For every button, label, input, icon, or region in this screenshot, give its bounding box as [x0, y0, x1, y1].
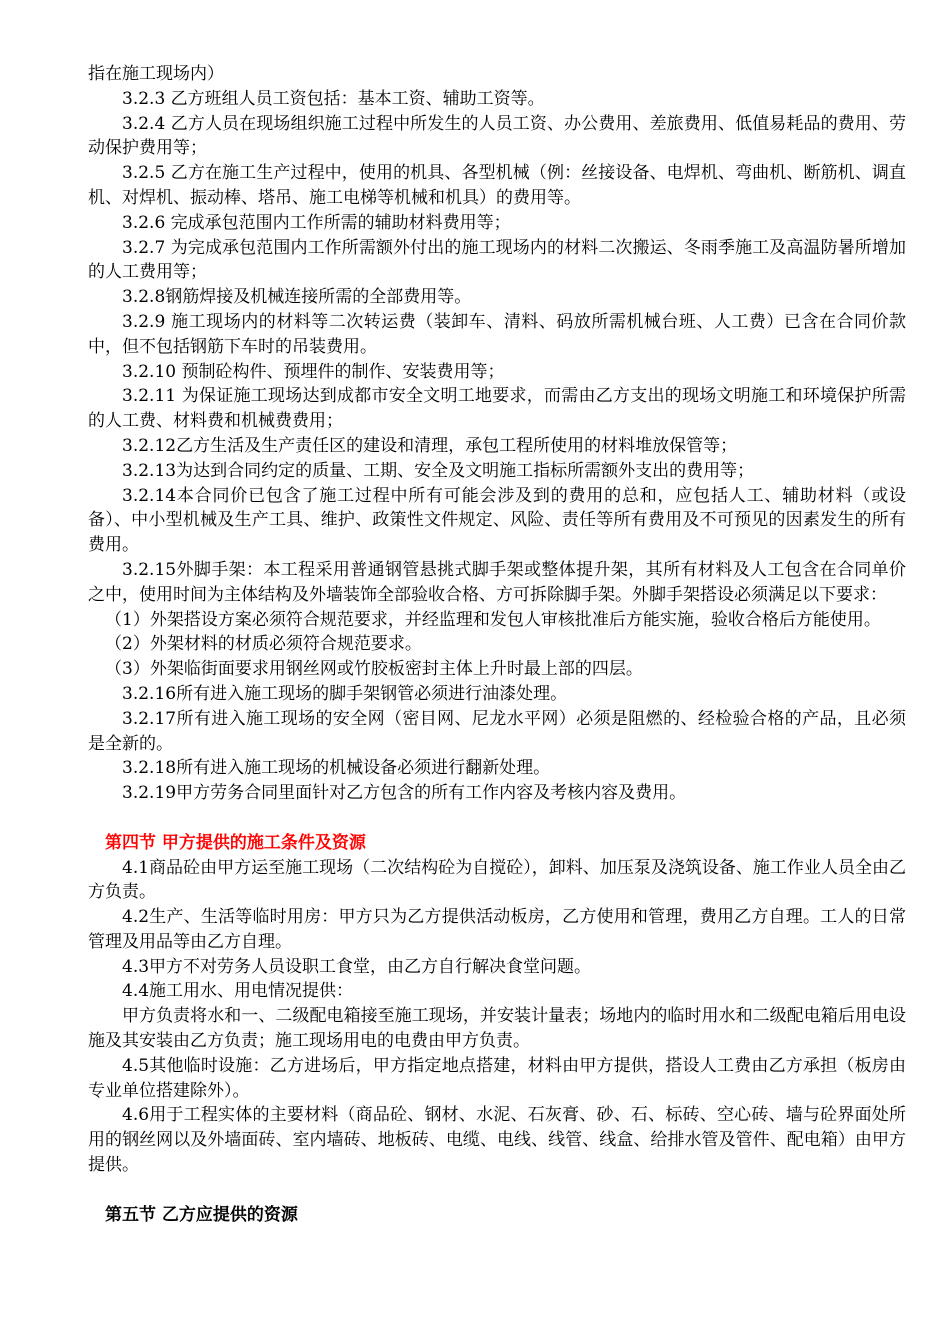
- section-5-heading: 第五节 乙方应提供的资源: [105, 1204, 298, 1225]
- clause-3-2-3: 3.2.3 乙方班组人员工资包括：基本工资、辅助工资等。: [122, 88, 545, 109]
- clause-3-2-14: 3.2.14本合同价已包含了施工过程中所有可能会涉及到的费用的总和，应包括人工、辅助材料（或设备）、中小型机械及生产工具、维护、政策性文件规定、风险、责任等所有费用及不可预见的因素发生的所有费用。: [88, 485, 906, 556]
- clause-3-2-10: 3.2.10 预制砼构件、预埋件的制作、安装费用等；: [122, 361, 505, 382]
- section-4-heading: 第四节 甲方提供的施工条件及资源: [105, 832, 366, 853]
- clause-3-2-4: 3.2.4 乙方人员在现场组织施工过程中所发生的人员工资、办公费用、差旅费用、低值易耗品的费用、劳动保护费用等；: [88, 113, 906, 159]
- clause-3-2-15-item-1: （1）外架搭设方案必须符合规范要求，并经监理和发包人审核批准后方能实施，验收合格后方能使用。: [105, 609, 881, 630]
- paragraph-continuation: 指在施工现场内）: [88, 64, 224, 84]
- clause-3-2-16: 3.2.16所有进入施工现场的脚手架钢管必须进行油漆处理。: [122, 683, 568, 704]
- clause-3-2-15-item-3: （3）外架临街面要求用钢丝网或竹胶板密封主体上升时最上部的四层。: [105, 659, 643, 680]
- document-page: [88, 62, 906, 1227]
- clause-3-2-15: 3.2.15外脚手架：本工程采用普通钢管悬挑式脚手架或整体提升架，其所有材料及人工包含在合同单价之中，使用时间为主体结构及外墙装饰全部验收合格、方可拆除脚手架。外脚手架搭设必须满足以下要求：: [88, 559, 906, 605]
- clause-3-2-19: 3.2.19甲方劳务合同里面针对乙方包含的所有工作内容及考核内容及费用。: [122, 783, 687, 804]
- clause-3-2-7: 3.2.7 为完成承包范围内工作所需额外付出的施工现场内的材料二次搬运、冬雨季施工及高温防暑所增加的人工费用等；: [88, 237, 906, 283]
- clause-3-2-12: 3.2.12乙方生活及生产责任区的建设和清理，承包工程所使用的材料堆放保管等；: [122, 435, 738, 456]
- clause-4-3: 4.3甲方不对劳务人员设职工食堂，由乙方自行解决食堂问题。: [122, 956, 592, 977]
- clause-3-2-17: 3.2.17所有进入施工现场的安全网（密目网、尼龙水平网）必须是阻燃的、经检验合格的产品，且必须是全新的。: [88, 708, 906, 754]
- clause-3-2-18: 3.2.18所有进入施工现场的机械设备必须进行翻新处理。: [122, 758, 551, 779]
- clause-4-2: 4.2生产、生活等临时用房：甲方只为乙方提供活动板房，乙方使用和管理，费用乙方自理。工人的日常管理及用品等由乙方自理。: [88, 907, 906, 952]
- clause-3-2-5: 3.2.5 乙方在施工生产过程中，使用的机具、各型机械（例：丝接设备、电焊机、弯曲机、断筋机、调直机、对焊机、振动棒、塔吊、施工电梯等机械和机具）的费用等。: [88, 163, 906, 208]
- spacer: [88, 806, 906, 831]
- clause-3-2-9: 3.2.9 施工现场内的材料等二次转运费（装卸车、清料、码放所需机械台班、人工费）已含在合同价款中，但不包括钢筋下车时的吊装费用。: [88, 311, 906, 357]
- clause-4-4: 4.4施工用水、用电情况提供：: [122, 981, 354, 1002]
- clause-3-2-15-item-2: （2）外架材料的材质必须符合规范要求。: [105, 634, 422, 655]
- clause-3-2-11: 3.2.11 为保证施工现场达到成都市安全文明工地要求，而需由乙方支出的现场文明施工和环境保护所需的人工费、材料费和机械费费用；: [88, 386, 906, 432]
- clause-3-2-13: 3.2.13为达到合同约定的质量、工期、安全及文明施工指标所需额外支出的费用等；: [122, 460, 755, 481]
- spacer: [88, 1178, 906, 1203]
- clause-3-2-8: 3.2.8钢筋焊接及机械连接所需的全部费用等。: [122, 287, 472, 308]
- clause-4-4-detail: 甲方负责将水和一、二级配电箱接至施工现场，并安装计量表；场地内的临时用水和二级配电箱后用电设施及其安装由乙方负责；施工现场用电的电费由甲方负责。: [88, 1006, 906, 1052]
- clause-4-5: 4.5其他临时设施：乙方进场后，甲方指定地点搭建，材料由甲方提供，搭设人工费由乙方承担（板房由专业单位搭建除外）。: [88, 1055, 906, 1101]
- clause-4-1: 4.1商品砼由甲方运至施工现场（二次结构砼为自搅砼），卸料、加压泵及浇筑设备、施工作业人员全由乙方负责。: [88, 857, 906, 903]
- clause-4-6: 4.6用于工程实体的主要材料（商品砼、钢材、水泥、石灰膏、砂、石、标砖、空心砖、墙与砼界面处所用的钢丝网以及外墙面砖、室内墙砖、地板砖、电缆、电线、线管、线盒、给排水管及管件、配电箱）由甲方提供。: [88, 1105, 906, 1176]
- clause-3-2-6: 3.2.6 完成承包范围内工作所需的辅助材料费用等；: [122, 212, 511, 233]
